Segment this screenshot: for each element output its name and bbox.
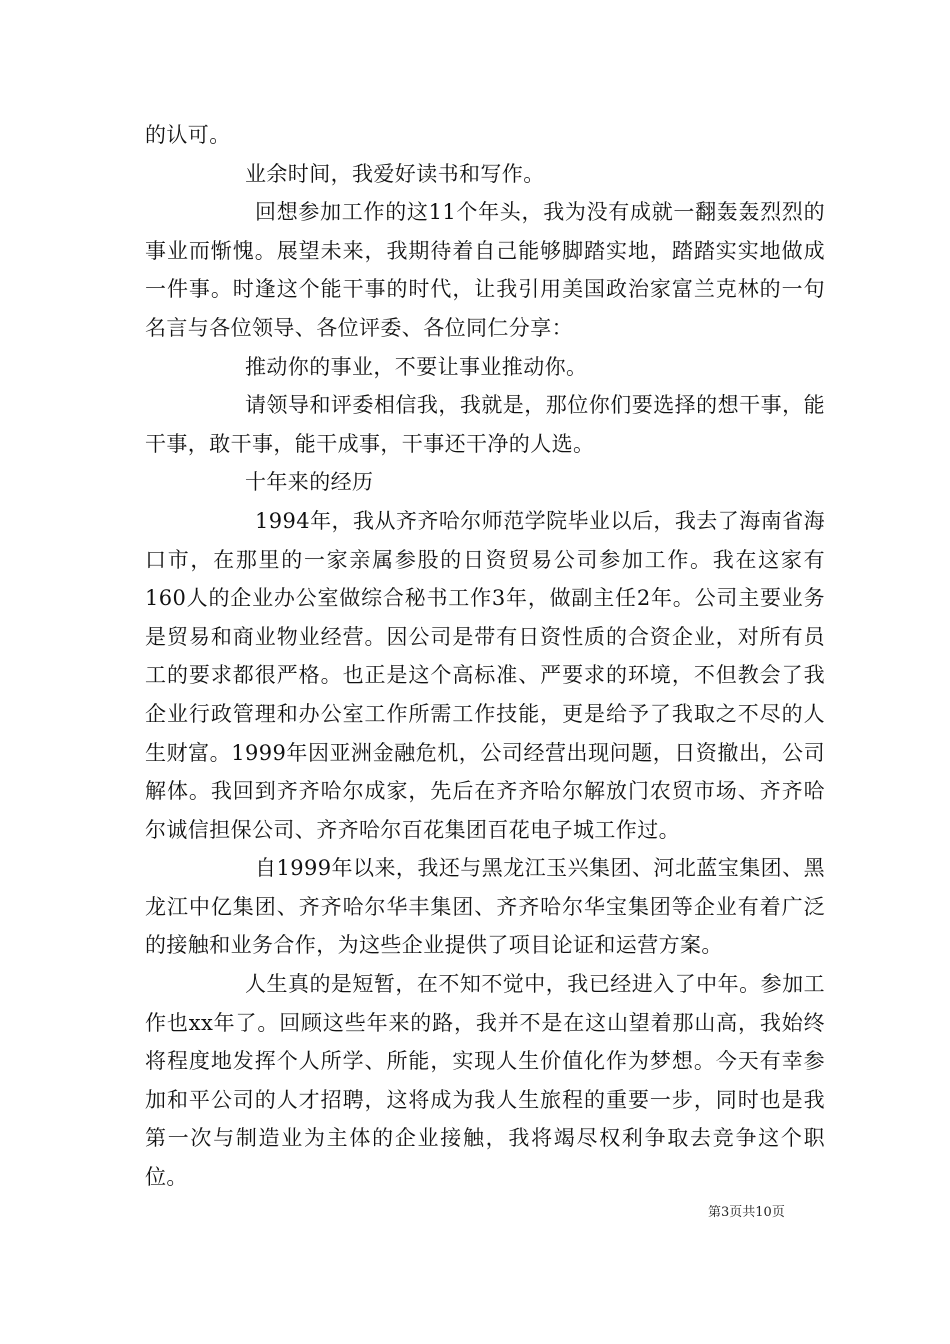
- paragraph-experience-1999: 自1999年以来，我还与黑龙江玉兴集团、河北蓝宝集团、黑龙江中亿集团、齐齐哈尔华丰集团、齐齐哈尔华宝集团等企业有着广泛的接触和业务合作，为这些企业提供了项目论证和运营方案。: [145, 856, 825, 958]
- document-body: [145, 116, 825, 1197]
- paragraph-experience-1994: 1994年，我从齐齐哈尔师范学院毕业以后，我去了海南省海口市，在那里的一家亲属参股的日资贸易公司参加工作。我在这家有160人的企业办公室做综合秘书工作3年，做副主任2年。公司主要业务是贸易和商业物业经营。因公司是带有日资性质的合资企业，对所有员工的要求都很严格。也正是这个高标准、严要求的环境，不但教会了我企业行政管理和办公室工作所需工作技能，更是给予了我取之不尽的人生财富。1999年因亚洲金融危机，公司经营出现问题，日资撤出，公司解体。我回到齐齐哈尔成家，先后在齐齐哈尔解放门农贸市场、齐齐哈尔诚信担保公司、齐齐哈尔百花集团百花电子城工作过。: [145, 508, 825, 842]
- paragraph-hobbies: 业余时间，我爱好读书和写作。: [245, 161, 545, 186]
- paragraph-closing: 人生真的是短暂，在不知不觉中，我已经进入了中年。参加工作也xx年了。回顾这些年来的路，我并不是在这山望着那山高，我始终将程度地发挥个人所学、所能，实现人生价值化作为梦想。今天有幸参加和平公司的人才招聘，这将成为我人生旅程的重要一步，同时也是我第一次与制造业为主体的企业接触，我将竭尽权利争取去竞争这个职位。: [145, 972, 825, 1190]
- paragraph-continuation: 的认可。: [145, 123, 231, 147]
- section-heading-experience: 十年来的经历: [245, 470, 374, 495]
- paragraph-reflection: 回想参加工作的这11个年头，我为没有成就一翻轰轰烈烈的事业而惭愧。展望未来，我期待着自己能够脚踏实地，踏踏实实地做成一件事。时逢这个能干事的时代，让我引用美国政治家富兰克林的一句名言与各位领导、各位评委、各位同仁分享：: [145, 200, 825, 340]
- paragraph-quote: 推动你的事业，不要让事业推动你。: [245, 354, 588, 379]
- page-number-footer: 第3页共10页: [708, 1205, 785, 1220]
- paragraph-trust: 请领导和评委相信我，我就是，那位你们要选择的想干事，能干事，敢干事，能干成事，干事还干净的人选。: [145, 393, 825, 456]
